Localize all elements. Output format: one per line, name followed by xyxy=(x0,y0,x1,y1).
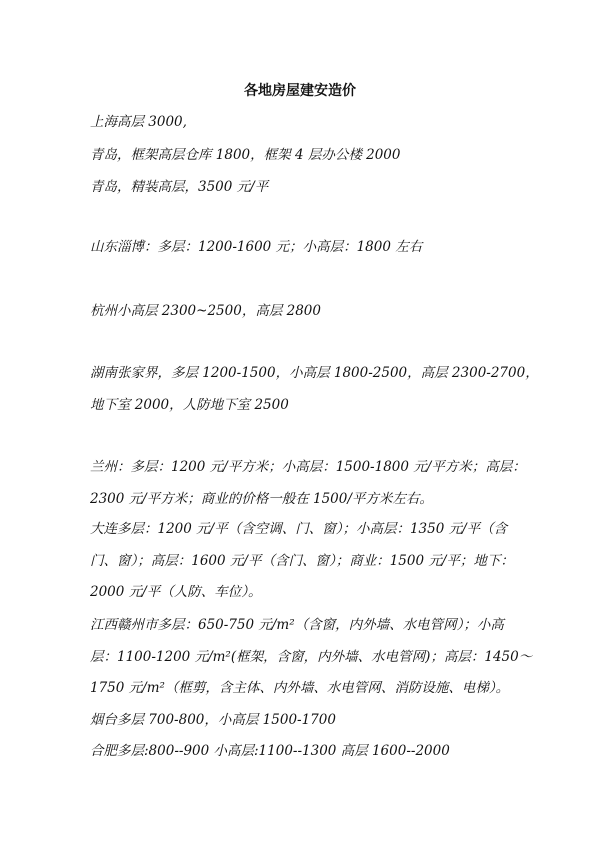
text-line: 山东淄博：多层：1200-1600 元；小高层：1800 左右 xyxy=(90,239,423,255)
text-line: 青岛，精装高层，3500 元/平 xyxy=(90,179,269,195)
text-line: 2000 元/平（人防、车位）。 xyxy=(90,584,262,600)
text-line: 湖南张家界，多层 1200-1500，小高层 1800-2500，高层 2300-2700， xyxy=(90,365,539,381)
text-line: 杭州小高层 2300~2500，高层 2800 xyxy=(90,303,321,319)
text-line: 兰州：多层：1200 元/平方米；小高层：1500-1800 元/平方米；高层： xyxy=(90,459,526,475)
text-line: 江西赣州市多层：650-750 元/m²（含窗，内外墙、水电管网）；小高 xyxy=(90,617,504,633)
text-line: 门、窗）；高层：1600 元/平（含门、窗）；商业：1500 元/平；地下： xyxy=(90,553,514,569)
text-line: 2300 元/平方米；商业的价格一般在 1500/平方米左右。 xyxy=(90,491,433,507)
text-line: 地下室 2000，人防地下室 2500 xyxy=(90,397,289,413)
text-line: 合肥多层:800--900 小高层:1100--1300 高层 1600--2000 xyxy=(90,743,450,759)
text-line: 上海高层 3000, xyxy=(90,114,187,130)
text-line: 烟台多层 700-800，小高层 1500-1700 xyxy=(90,712,336,728)
text-line: 大连多层：1200 元/平（含空调、门、窗）；小高层：1350 元/平（含 xyxy=(90,521,508,537)
document-title: 各地房屋建安造价 xyxy=(244,83,356,99)
text-line: 1750 元/m²（框剪，含主体、内外墙、水电管网、消防设施、电梯）。 xyxy=(90,680,510,696)
text-line: 层：1100-1200 元/m²(框架，含窗，内外墙、水电管网)；高层：1450～ xyxy=(90,649,533,665)
text-line: 青岛，框架高层仓库 1800，框架 4 层办公楼 2000 xyxy=(90,147,401,163)
